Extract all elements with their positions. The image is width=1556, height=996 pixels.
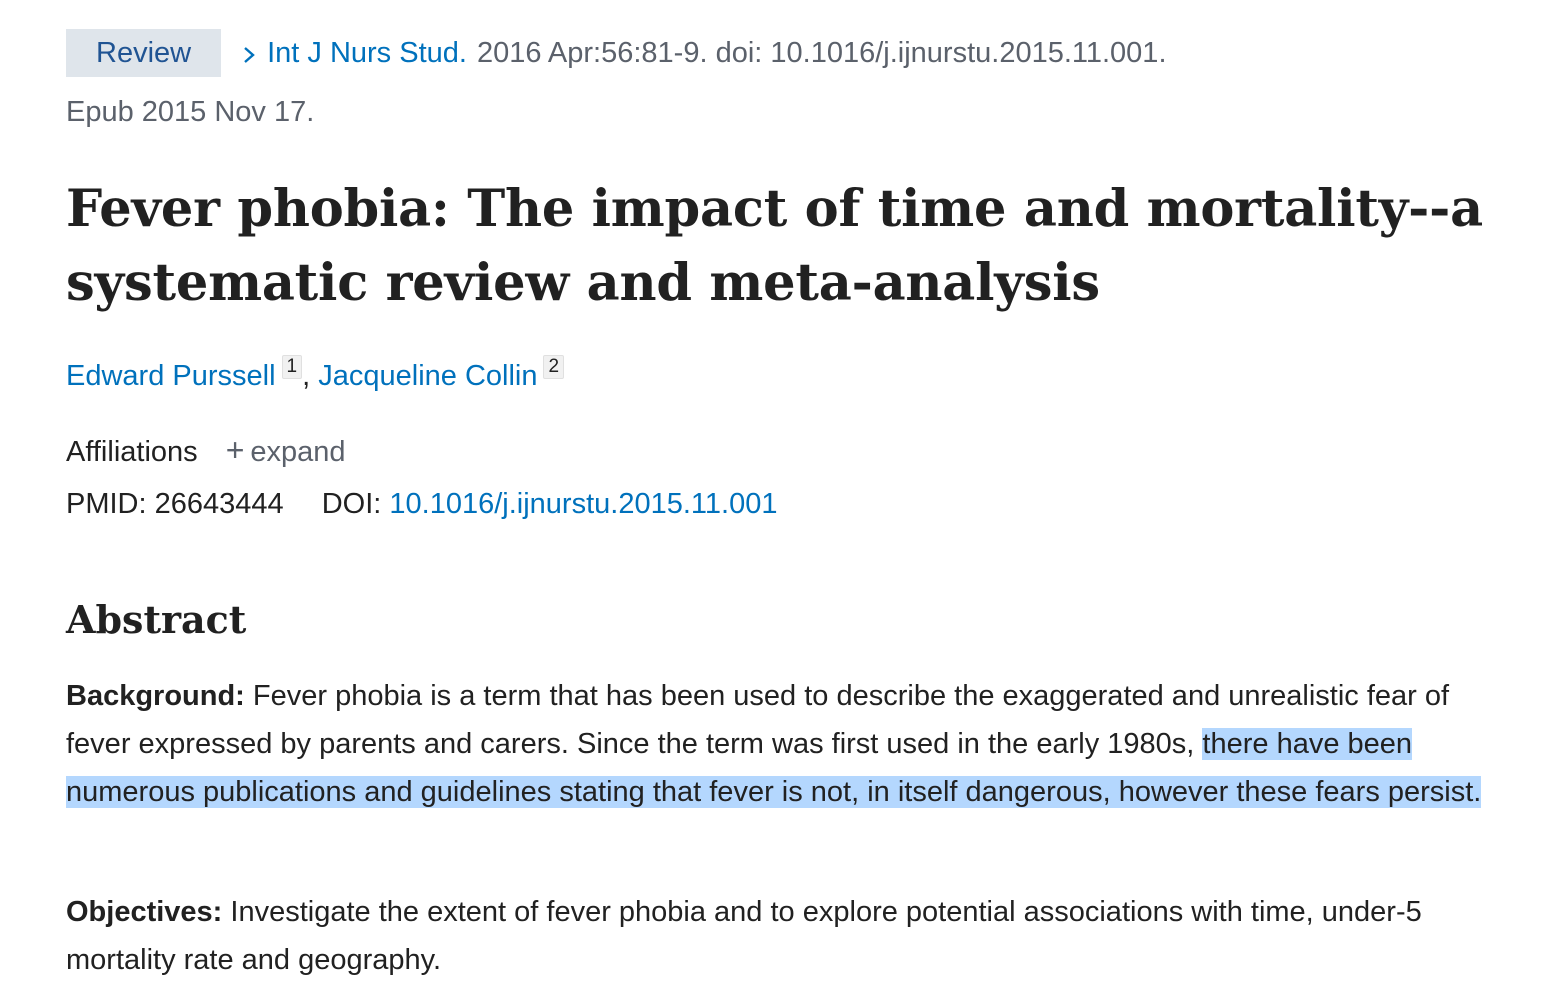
authors-list bbox=[66, 354, 564, 398]
affiliations-row bbox=[66, 428, 346, 474]
background-text: Fever phobia is a term that has been used to describe the exaggerated and unrealistic fear of fever expressed by parents and carers. Since the term was first used in the early 1980s, bbox=[66, 680, 1450, 760]
abstract-objectives bbox=[66, 888, 1496, 984]
selected-text: there have been numerous publications and guidelines stating that fever is not, in itself dangerous, however these fears persist. bbox=[66, 728, 1482, 808]
affiliation-ref-1[interactable]: 1 bbox=[282, 355, 303, 379]
pmid-label: PMID: bbox=[66, 488, 147, 520]
citation-line bbox=[66, 29, 1167, 77]
affiliations-label: Affiliations bbox=[66, 436, 198, 468]
plus-icon: + bbox=[225, 432, 245, 468]
objectives-text: Investigate the extent of fever phobia and to explore potential associations with time, under-5 mortality rate and geography. bbox=[66, 896, 1422, 976]
expand-label: expand bbox=[250, 436, 346, 468]
identifiers-row bbox=[66, 482, 777, 526]
pmid-value: 26643444 bbox=[154, 488, 284, 520]
review-badge: Review bbox=[66, 29, 221, 77]
authors-separator: , bbox=[302, 360, 319, 392]
doi-link[interactable]: 10.1016/j.ijnurstu.2015.11.001 bbox=[389, 488, 778, 520]
abstract-heading: Abstract bbox=[66, 597, 247, 642]
author-link-collin[interactable]: Jacqueline Collin bbox=[318, 360, 538, 392]
expand-affiliations-button[interactable] bbox=[225, 432, 346, 468]
chevron-right-icon bbox=[241, 42, 257, 66]
epub-date: Epub 2015 Nov 17. bbox=[66, 96, 315, 128]
journal-link[interactable]: Int J Nurs Stud. bbox=[267, 36, 467, 69]
citation-details: 2016 Apr:56:81-9. doi: 10.1016/j.ijnurstu.2015.11.001. bbox=[476, 36, 1167, 69]
article-title: Fever phobia: The impact of time and mortality--a systematic review and meta-analysis bbox=[66, 179, 1483, 313]
abstract-background bbox=[66, 672, 1496, 816]
background-label: Background: bbox=[66, 680, 245, 712]
doi-label: DOI: bbox=[321, 488, 382, 520]
objectives-label: Objectives: bbox=[66, 896, 223, 928]
author-link-purssell[interactable]: Edward Purssell bbox=[66, 360, 276, 392]
affiliation-ref-2[interactable]: 2 bbox=[543, 355, 564, 379]
